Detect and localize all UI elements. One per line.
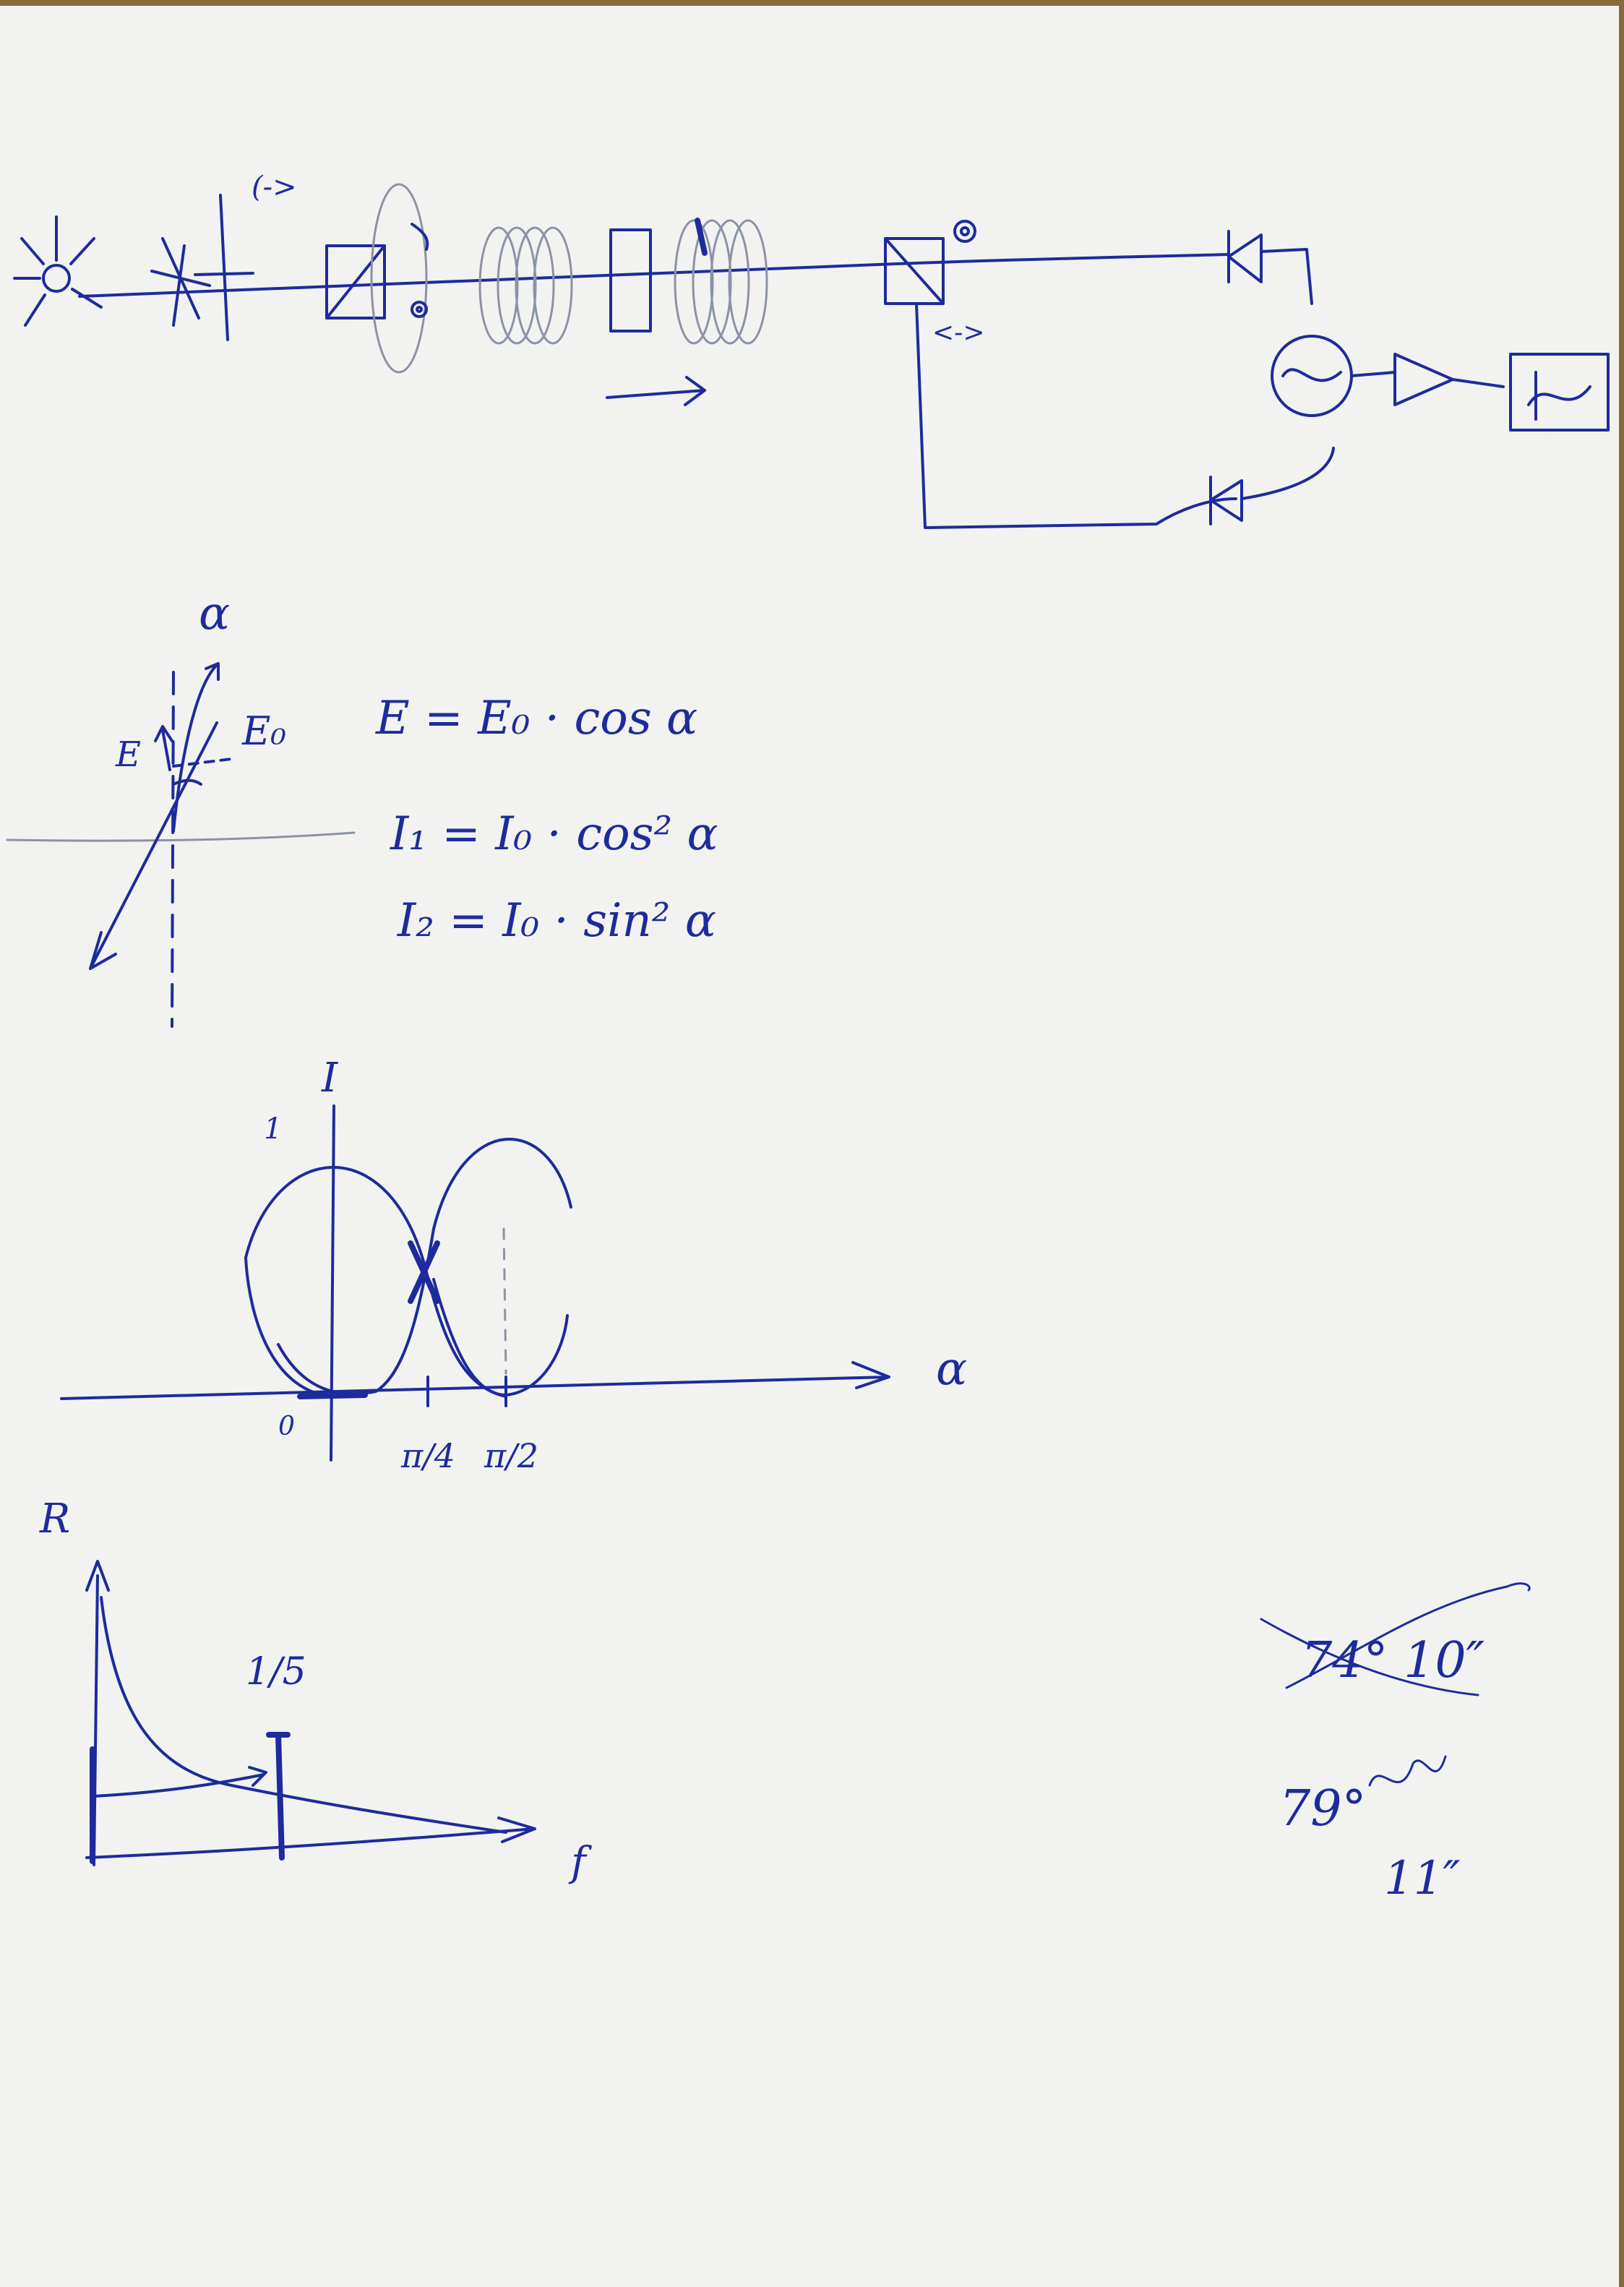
crossing-mark [411, 1243, 437, 1301]
sin-squared-right [434, 1279, 567, 1395]
dashed-guide [504, 1229, 506, 1373]
display-meter-icon [1511, 354, 1608, 430]
crossed-angle-value: 74° 10″ [1301, 1632, 1485, 1689]
signal-generator-icon [1272, 336, 1352, 416]
angle-notes [1261, 1584, 1529, 1905]
diagonal-axis [90, 723, 217, 969]
f-axis [87, 1818, 535, 1858]
y-label-intensity: I [322, 1055, 338, 1102]
formula-i1: I₁ = I₀ · cos² α [390, 807, 718, 861]
amplifier-icon [1352, 354, 1503, 405]
sample-cell-icon [611, 230, 650, 331]
optical-setup-diagram [14, 171, 1608, 528]
photodiode-upper-icon [1229, 231, 1312, 304]
rotate-arrow-1: (-> [252, 171, 297, 204]
intensity-graph [61, 1055, 967, 1475]
horizontal-axis [7, 833, 354, 841]
light-source-icon [14, 217, 101, 325]
coil-2-icon [675, 220, 767, 343]
e-label: E [116, 734, 142, 775]
propagation-arrow [607, 377, 705, 405]
angle-value-seconds: 11″ [1384, 1852, 1461, 1905]
x-label-f: f [571, 1839, 586, 1886]
angle-value-degrees: 79° [1279, 1780, 1367, 1837]
polarization-diagram [7, 587, 718, 1026]
optical-axis [80, 254, 1229, 296]
cos-squared-curve [246, 1167, 506, 1396]
decay-curve [101, 1597, 506, 1832]
vertical-axis [172, 672, 173, 1026]
zero-mark [300, 1395, 365, 1396]
formula-i2: I₂ = I₀ · sin² α [398, 894, 716, 948]
tick-label-pi-2: π/2 [484, 1436, 538, 1475]
e-vector [155, 726, 172, 770]
formula-e: E = E₀ · cos α [376, 692, 698, 745]
intensity-axis [331, 1106, 334, 1460]
tick-label-pi-4: π/4 [401, 1436, 455, 1475]
cos-squared-left [246, 1258, 332, 1396]
polarizer-icon [327, 184, 427, 372]
guide-arrow [94, 1767, 266, 1796]
y-tick-one: 1 [264, 1112, 283, 1146]
photodiode-lower-icon [1211, 448, 1333, 524]
rotate-arrow-2: <-> [932, 318, 985, 348]
coil-1-icon [480, 228, 572, 343]
marker-one-fifth: 1/5 [246, 1650, 306, 1694]
rotated-vector [173, 664, 218, 831]
axis-alpha-label: α [199, 587, 231, 640]
e0-label: E₀ [242, 708, 287, 754]
tick-label-zero: 0 [278, 1412, 295, 1441]
y-label-r: R [40, 1496, 71, 1542]
lens-icon [152, 195, 253, 340]
response-graph [39, 1496, 593, 1886]
scribble-mark [1370, 1756, 1445, 1785]
x-label-alpha: α [936, 1342, 968, 1396]
